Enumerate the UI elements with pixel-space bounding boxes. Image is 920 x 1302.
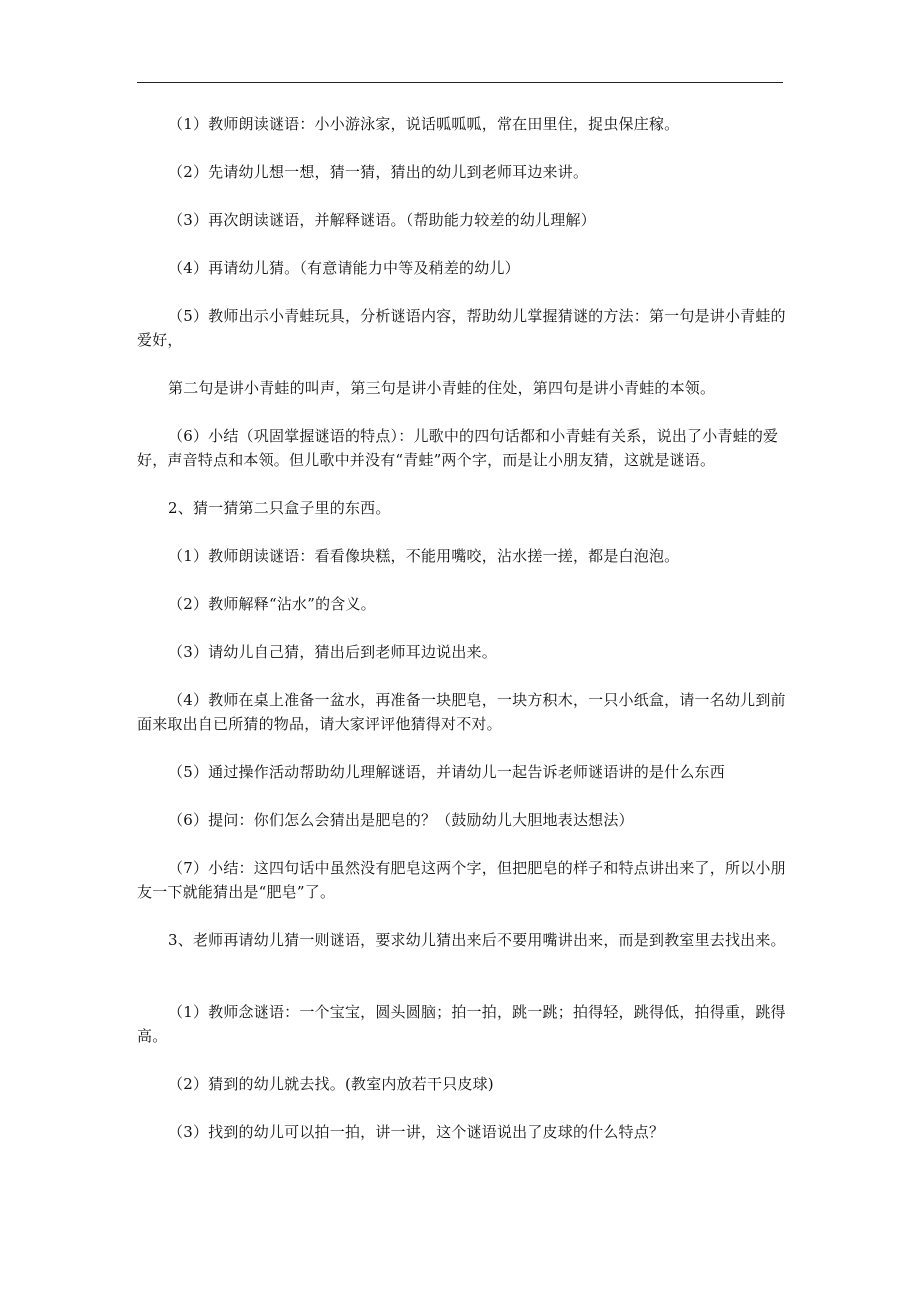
paragraph: （7）小结：这四句话中虽然没有肥皂这两个字，但把肥皂的样子和特点讲出来了，所以小朋友一下就能猜出是“肥皂”了。 xyxy=(137,859,786,901)
paragraph: （6）小结（巩固掌握谜语的特点）：儿歌中的四句话都和小青蛙有关系，说出了小青蛙的爱好，声音特点和本领。但儿歌中并没有“青蛙”两个字，而是让小朋友猜，这就是谜语。 xyxy=(137,427,779,469)
paragraph: （2）先请幼儿想一想，猜一猜，猜出的幼儿到老师耳边来讲。 xyxy=(168,163,589,181)
paragraph: （6）提问：你们怎么会猜出是肥皂的？（鼓励幼儿大胆地表达想法） xyxy=(168,811,634,829)
section-heading: 3、老师再请幼儿猜一则谜语，要求幼儿猜出来后不要用嘴讲出来，而是到教室里去找出来。 xyxy=(168,931,786,949)
paragraph: （4）再请幼儿猜。（有意请能力中等及稍差的幼儿） xyxy=(168,259,520,277)
section-heading: 2、猜一猜第二只盒子里的东西。 xyxy=(168,499,391,517)
paragraph: （5）教师出示小青蛙玩具，分析谜语内容，帮助幼儿掌握猜谜的方法：第一句是讲小青蛙的爱好， xyxy=(137,307,786,349)
paragraph: （3）再次朗读谜语，并解释谜语。（帮助能力较差的幼儿理解） xyxy=(168,211,596,229)
paragraph: （2）猜到的幼儿就去找。(教室内放若干只皮球) xyxy=(168,1075,494,1093)
paragraph: 第二句是讲小青蛙的叫声，第三句是讲小青蛙的住处，第四句是讲小青蛙的本领。 xyxy=(168,379,716,397)
paragraph: （3）找到的幼儿可以拍一拍，讲一讲，这个谜语说出了皮球的什么特点？ xyxy=(168,1123,665,1141)
paragraph: （1）教师念谜语：一个宝宝，圆头圆脑；拍一拍，跳一跳；拍得轻，跳得低，拍得重，跳得高。 xyxy=(137,1003,786,1045)
paragraph: （5）通过操作活动帮助幼儿理解谜语，并请幼儿一起告诉老师谜语讲的是什么东西 xyxy=(168,763,725,781)
paragraph: （1）教师朗读谜语：小小游泳家，说话呱呱呱，常在田里住，捉虫保庄稼。 xyxy=(168,115,680,133)
paragraph: （4）教师在桌上准备一盆水，再准备一块肥皂，一块方积木，一只小纸盒，请一名幼儿到前面来取出自已所猜的物品，请大家评评他猜得对不对。 xyxy=(137,691,786,733)
paragraph: （1）教师朗读谜语：看看像块糕，不能用嘴咬，沾水搓一搓，都是白泡泡。 xyxy=(168,547,680,565)
paragraph: （2）教师解释“沾水”的含义。 xyxy=(168,595,376,613)
header-rule xyxy=(137,82,783,83)
paragraph: （3）请幼儿自己猜，猜出后到老师耳边说出来。 xyxy=(168,643,497,661)
